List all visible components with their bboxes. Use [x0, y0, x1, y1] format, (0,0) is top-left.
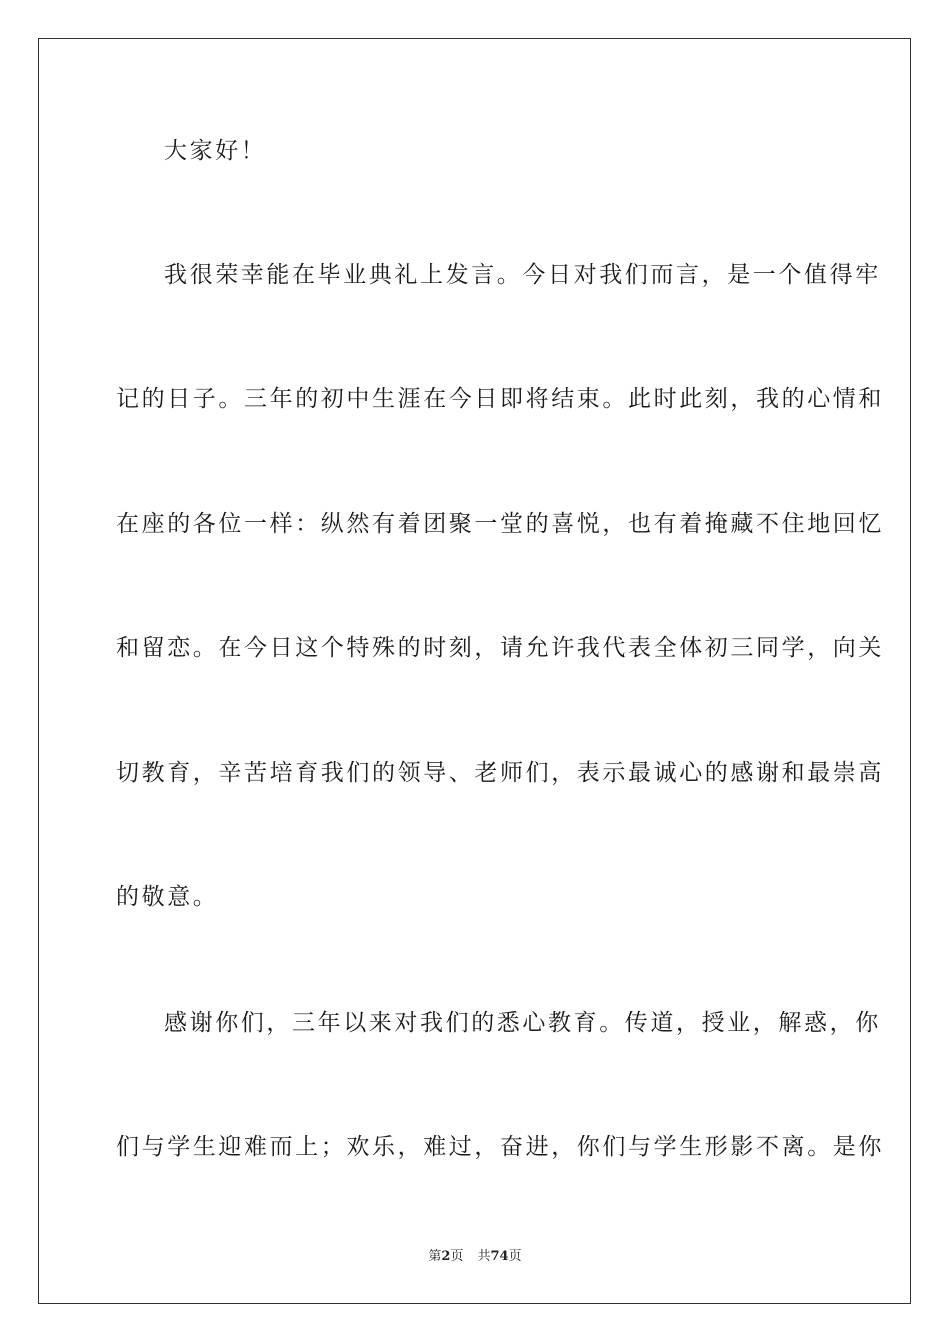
footer-total-suffix: 页: [508, 1249, 522, 1264]
footer-page-suffix: 页: [450, 1249, 464, 1264]
page-border: [38, 38, 911, 1304]
greeting-line: 大家好！: [164, 138, 267, 164]
paragraph-line: 们与学生迎难而上；欢乐，难过，奋进，你们与学生形影不离。是你: [116, 1134, 884, 1160]
paragraph-line: 的敬意。: [116, 884, 219, 910]
footer-total-pages: 74: [490, 1249, 509, 1264]
page-footer: [0, 1248, 950, 1266]
footer-page-prefix: 第: [428, 1249, 442, 1264]
paragraph-line: 切教育，辛苦培育我们的领导、老师们，表示最诚心的感谢和最崇高: [116, 760, 884, 786]
footer-total-prefix: 共: [477, 1249, 491, 1264]
paragraph-line: 感谢你们，三年以来对我们的悉心教育。传道，授业，解惑，你: [164, 1010, 881, 1036]
paragraph-line: 记的日子。三年的初中生涯在今日即将结束。此时此刻，我的心情和: [116, 386, 884, 412]
footer-page-number: 2: [441, 1249, 451, 1264]
paragraph-line: 我很荣幸能在毕业典礼上发言。今日对我们而言，是一个值得牢: [164, 262, 881, 288]
paragraph-line: 和留恋。在今日这个特殊的时刻，请允许我代表全体初三同学，向关: [116, 635, 884, 661]
paragraph-line: 在座的各位一样：纵然有着团聚一堂的喜悦，也有着掩藏不住地回忆: [116, 511, 884, 537]
